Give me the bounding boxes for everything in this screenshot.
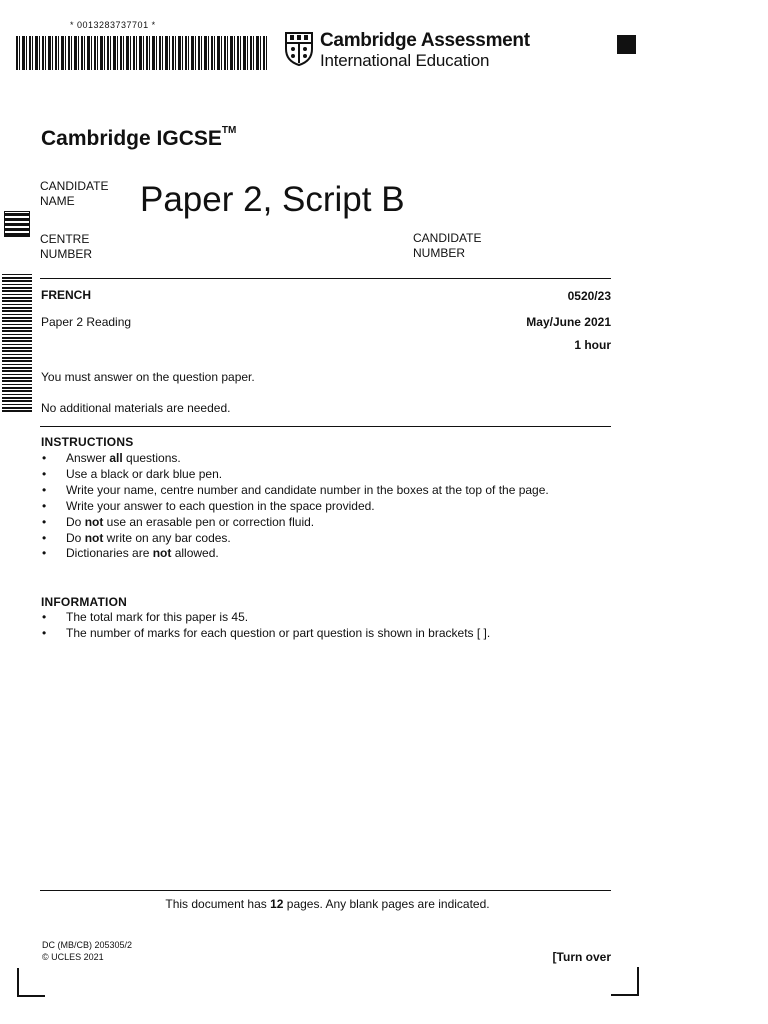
logo-text-line1: Cambridge Assessment	[320, 30, 530, 51]
subject: FRENCH	[41, 288, 91, 302]
materials-note: No additional materials are needed.	[41, 401, 231, 415]
corner-mark-right	[611, 967, 639, 996]
document-code: DC (MB/CB) 205305/2 © UCLES 2021	[42, 940, 133, 962]
list-item: • The number of marks for each question or part question is shown in brackets [ ].	[41, 626, 490, 642]
exam-session: May/June 2021	[526, 315, 611, 329]
answer-note: You must answer on the question paper.	[41, 370, 255, 384]
cambridge-crest-icon	[284, 31, 314, 67]
paper-code: 0520/23	[567, 289, 611, 303]
qualification-title: Cambridge IGCSE™	[41, 125, 237, 150]
list-item: • The total mark for this paper is 45.	[41, 610, 490, 626]
centre-number-label: CENTRE NUMBER	[40, 232, 93, 261]
copyright: © UCLES 2021	[42, 952, 104, 962]
candidate-number-label: CANDIDATE NUMBER	[413, 231, 482, 260]
qr-code	[5, 212, 29, 236]
instructions-heading: INSTRUCTIONS	[41, 435, 134, 449]
logo-text-line2: International Education	[320, 51, 490, 70]
exam-duration: 1 hour	[574, 338, 611, 352]
page-count-note: This document has 12 pages. Any blank pages are indicated.	[165, 897, 490, 911]
barcode	[16, 36, 268, 70]
list-item: • Write your answer to each question in the space provided.	[41, 499, 549, 515]
side-barcode	[2, 272, 32, 412]
information-heading: INFORMATION	[41, 595, 127, 609]
list-item: • Answer all questions.	[41, 451, 549, 467]
list-item: • Write your name, centre number and candidate number in the boxes at the top of the page.	[41, 483, 549, 499]
divider	[40, 890, 611, 891]
list-item: • Use a black or dark blue pen.	[41, 467, 549, 483]
candidate-name-label: CANDIDATE NAME	[40, 179, 109, 208]
list-item: • Do not use an erasable pen or correction fluid.	[41, 515, 549, 531]
instructions-list	[41, 451, 549, 562]
barcode-number: * 0013283737701 *	[70, 20, 156, 30]
trademark: TM	[221, 125, 237, 136]
divider	[40, 426, 611, 427]
divider	[40, 278, 611, 279]
turn-over: [Turn over	[552, 950, 611, 964]
list-item: • Dictionaries are not allowed.	[41, 546, 549, 562]
paper-name: Paper 2 Reading	[41, 315, 132, 329]
information-list	[41, 610, 490, 642]
list-item: • Do not write on any bar codes.	[41, 531, 549, 547]
candidate-name-value: Paper 2, Script B	[140, 180, 405, 219]
corner-mark-left	[17, 968, 45, 997]
registration-mark	[617, 35, 636, 54]
